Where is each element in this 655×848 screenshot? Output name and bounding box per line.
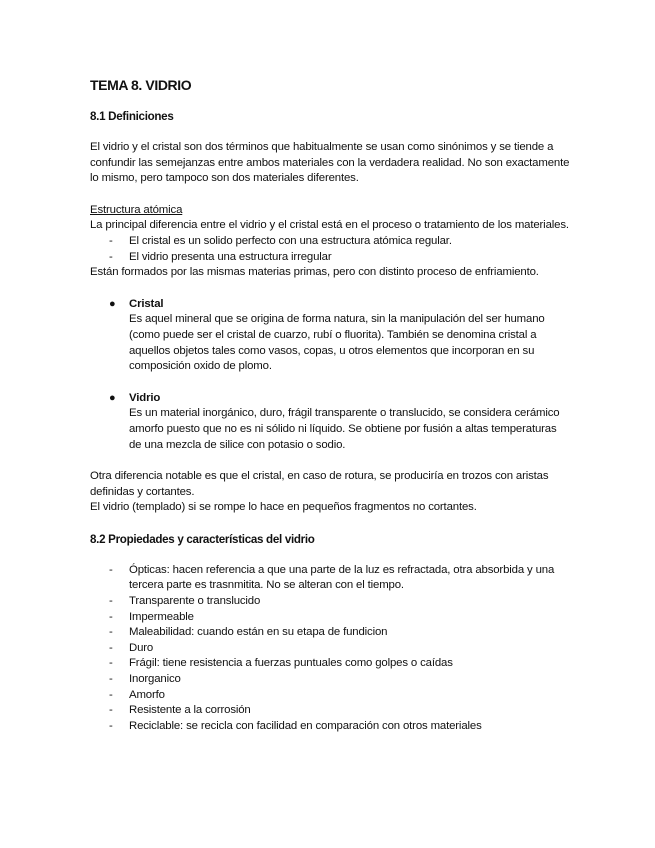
dash-marker: -	[109, 563, 113, 576]
list-item	[90, 656, 570, 672]
definition-text: Es un material inorgánico, duro, frágil transparente o translucido, se considera cerámico amorfo puesto que no es ni sólido ni líquido. Se obtiene por fusión a altas temperaturas de una mezcla de silice con potasio o sodio.	[129, 407, 560, 451]
list-item	[90, 250, 570, 266]
dash-marker: -	[109, 610, 113, 623]
dash-marker: -	[109, 641, 113, 654]
list-item	[90, 234, 570, 250]
list-item-text: Impermeable	[129, 610, 194, 623]
dash-marker: -	[109, 595, 113, 608]
dash-marker: -	[109, 704, 113, 717]
list-item-text: El cristal es un solido perfecto con una estructura atómica regular.	[129, 234, 452, 247]
structure-after-paragraph: Están formados por las mismas materias primas, pero con distinto proceso de enfriamiento.	[90, 266, 539, 279]
dash-marker: -	[109, 234, 113, 247]
list-item	[90, 688, 570, 704]
definition-term: Cristal	[129, 297, 164, 310]
list-item	[90, 641, 570, 657]
list-item-text: Transparente o translucido	[129, 595, 261, 608]
section-heading-propiedades: 8.2 Propiedades y características del vidrio	[90, 532, 315, 546]
list-item-text: Maleabilidad: cuando están en su etapa de fundicion	[129, 626, 388, 639]
list-item-text: Frágil: tiene resistencia a fuerzas puntuales como golpes o caídas	[129, 657, 453, 670]
page-title: TEMA 8. VIDRIO	[90, 77, 192, 93]
bullet-marker: ●	[109, 297, 116, 310]
bullet-marker: ●	[109, 391, 116, 404]
structure-list	[90, 234, 570, 265]
list-item-text: Inorganico	[129, 673, 181, 686]
document-page	[90, 76, 570, 734]
dash-marker: -	[109, 688, 113, 701]
subheading-estructura-atomica: Estructura atómica	[90, 203, 183, 216]
list-item-text: El vidrio presenta una estructura irregular	[129, 250, 332, 263]
list-item	[90, 703, 570, 719]
properties-list	[90, 563, 570, 735]
dash-marker: -	[109, 626, 113, 639]
list-item	[90, 719, 570, 735]
definitions-list	[90, 297, 570, 453]
dash-marker: -	[109, 657, 113, 670]
list-item-text: Amorfo	[129, 688, 165, 701]
dash-marker: -	[109, 673, 113, 686]
definition-item	[90, 391, 570, 453]
list-item	[90, 672, 570, 688]
definition-term: Vidrio	[129, 391, 161, 404]
definition-text: Es aquel mineral que se origina de forma natura, sin la manipulación del ser humano (como puede ser el cristal de cuarzo, rubí o fluorita). También se denomina cristal a aquellos objetos tales como vasos, copas, u otros elementos que incorporan en su composición oxido de plomo.	[129, 313, 545, 373]
list-item	[90, 563, 570, 594]
list-item-text: Reciclable: se recicla con facilidad en comparación con otros materiales	[129, 719, 482, 732]
dash-marker: -	[109, 250, 113, 263]
dash-marker: -	[109, 719, 113, 732]
closing-paragraph: Otra diferencia notable es que el cristal, en caso de rotura, se produciría en trozos con aristas definidas y cortantes.	[90, 470, 549, 498]
list-item-text: Ópticas: hacen referencia a que una parte de la luz es refractada, otra absorbida y una tercera parte es trasnmitita. No se alteran con el tiempo.	[129, 563, 555, 592]
list-item-text: Duro	[129, 641, 154, 654]
list-item-text: Resistente a la corrosión	[129, 704, 251, 717]
list-item	[90, 625, 570, 641]
definition-item	[90, 297, 570, 375]
list-item	[90, 594, 570, 610]
structure-paragraph: La principal diferencia entre el vidrio y el cristal está en el proceso o tratamiento de los materiales.	[90, 219, 569, 232]
section-heading-definiciones: 8.1 Definiciones	[90, 110, 174, 123]
list-item	[90, 610, 570, 626]
closing-paragraph-2: El vidrio (templado) si se rompe lo hace en pequeños fragmentos no cortantes.	[90, 501, 477, 514]
intro-paragraph: El vidrio y el cristal son dos términos que habitualmente se usan como sinónimos y se tiende a confundir las semejanzas entre ambos materiales con la verdadera realidad. No son exactamente lo mismo, pero tampoco son dos materiales diferentes.	[90, 141, 570, 185]
